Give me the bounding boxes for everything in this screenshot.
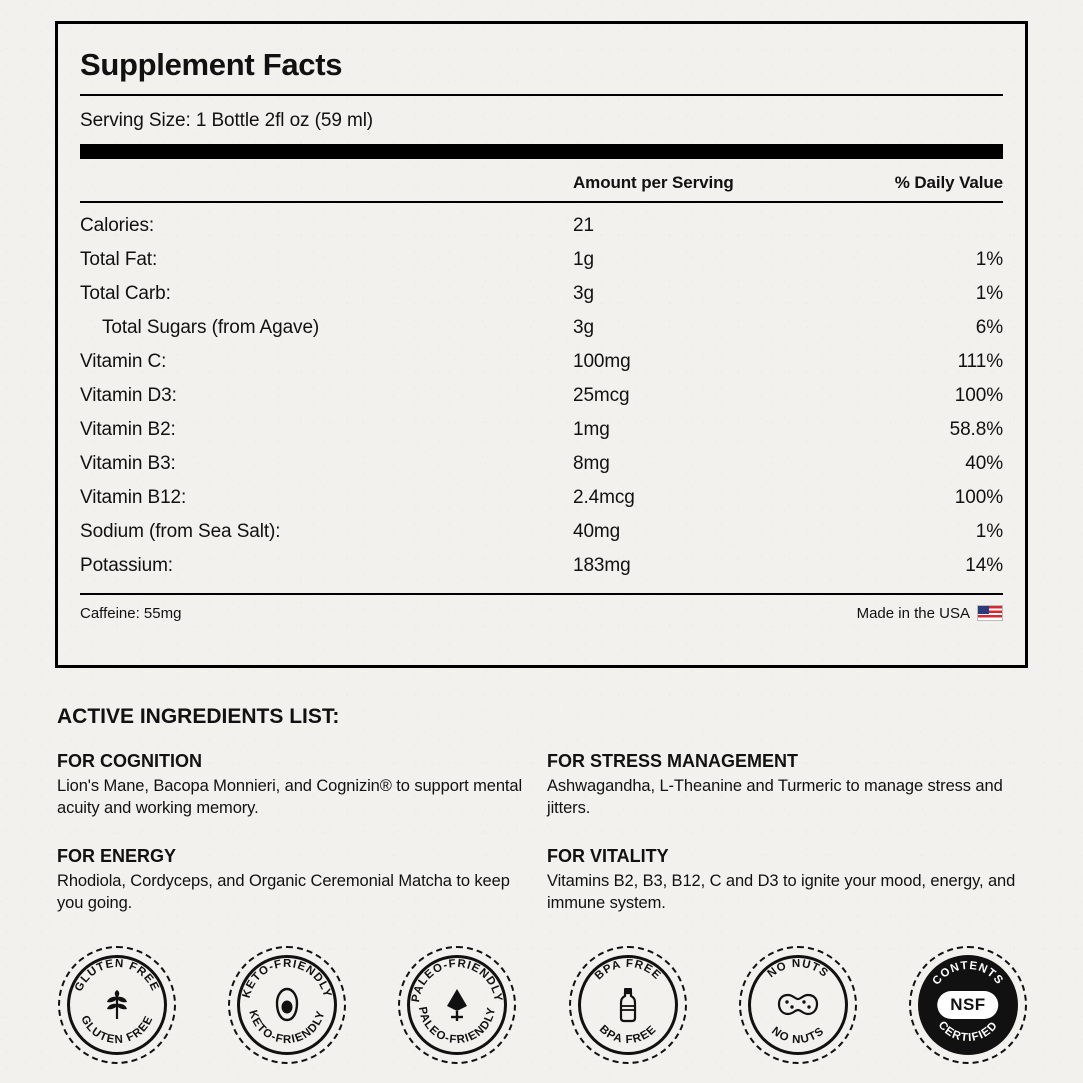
- row-label: Vitamin B12:: [80, 487, 187, 509]
- table-row: [80, 243, 1003, 277]
- badge-bpa-free: [566, 943, 690, 1067]
- supplement-facts-panel: [55, 21, 1028, 668]
- ingredients-grid: [57, 751, 1032, 915]
- serving-size-text: Serving Size: 1 Bottle 2fl oz (59 ml): [80, 110, 374, 132]
- arrowhead-icon: [395, 943, 519, 1067]
- row-amount: 40mg: [573, 521, 621, 543]
- badge-top-label: NO NUTS: [765, 957, 831, 981]
- row-label: Total Fat:: [80, 249, 158, 271]
- avocado-icon: [225, 943, 349, 1067]
- nsf-icon: NSF: [937, 991, 999, 1019]
- svg-text:CONTENTS: [930, 960, 1005, 988]
- column-header-amount: Amount per Serving: [573, 173, 734, 193]
- row-label: Sodium (from Sea Salt):: [80, 521, 281, 543]
- badge-bottom-label: PALEO-FRIENDLY: [416, 1005, 499, 1047]
- row-daily-value: 100%: [954, 385, 1003, 407]
- panel-footer: [80, 595, 1003, 622]
- column-header-nutrient: [80, 159, 573, 202]
- row-daily-value: 1%: [975, 249, 1003, 271]
- row-amount: 3g: [573, 317, 594, 339]
- nutrition-table-body: [80, 202, 1003, 583]
- badge-bottom-label: NO NUTS: [768, 1025, 827, 1047]
- made-in-usa: [857, 605, 1003, 622]
- badge-no-nuts: [736, 943, 860, 1067]
- ingredient-block-title: FOR ENERGY: [57, 845, 177, 866]
- row-label: Vitamin B2:: [80, 419, 176, 441]
- nutrition-table: [80, 159, 1003, 583]
- svg-text:CERTIFIED: [935, 1019, 1000, 1044]
- ingredient-block-stress-management: [547, 751, 1032, 820]
- certification-badges: [55, 943, 1030, 1067]
- row-label: Vitamin C:: [80, 351, 167, 373]
- row-daily-value: 100%: [954, 487, 1003, 509]
- row-daily-value: 6%: [975, 317, 1003, 339]
- ingredient-block-body: Vitamins B2, B3, B12, C and D3 to ignite your mood, energy, and immune system.: [547, 871, 1016, 912]
- row-amount: 1g: [573, 249, 594, 271]
- table-row: [80, 277, 1003, 311]
- badge-bottom-label: CERTIFIED: [935, 1019, 1001, 1045]
- bottle-icon: [566, 943, 690, 1067]
- row-daily-value: 1%: [975, 521, 1003, 543]
- table-row: [80, 311, 1003, 345]
- table-row: [80, 413, 1003, 447]
- table-row: [80, 549, 1003, 583]
- table-row: [80, 345, 1003, 379]
- badge-bottom-label: BPA FREE: [596, 1023, 659, 1047]
- ingredient-block-title: FOR VITALITY: [547, 845, 669, 866]
- row-daily-value: 14%: [965, 555, 1003, 577]
- row-amount: 183mg: [573, 555, 631, 577]
- badge-keto-friendly: [225, 943, 349, 1067]
- ingredient-block-energy: [57, 846, 547, 915]
- table-header-row: [80, 159, 1003, 202]
- badge-top-label: CONTENTS: [930, 959, 1006, 988]
- ingredient-block-title: FOR STRESS MANAGEMENT: [547, 751, 799, 771]
- badge-bottom-label: GLUTEN FREE: [78, 1013, 156, 1047]
- column-header-daily-value: % Daily Value: [894, 173, 1003, 193]
- badge-top-label: GLUTEN FREE: [72, 957, 162, 994]
- row-amount: 1mg: [573, 419, 610, 441]
- row-amount: 25mcg: [573, 385, 630, 407]
- ingredient-block-title: FOR COGNITION: [57, 751, 202, 771]
- table-row: [80, 379, 1003, 413]
- ingredient-block-vitality: [547, 846, 1032, 915]
- row-label: Vitamin D3:: [80, 385, 177, 407]
- badge-top-label: KETO-FRIENDLY: [240, 957, 334, 1000]
- badge-gluten-free: [55, 943, 179, 1067]
- badge-nsf-certified: [906, 943, 1030, 1067]
- row-daily-value: 58.8%: [949, 419, 1003, 441]
- thick-divider: [80, 144, 1003, 159]
- ingredient-block-cognition: [57, 751, 547, 820]
- row-amount: 21: [573, 215, 594, 237]
- caffeine-note: Caffeine: 55mg: [80, 605, 182, 623]
- badge-bottom-label: KETO-FRIENDLY: [246, 1008, 328, 1047]
- row-label: Calories:: [80, 215, 155, 237]
- ingredients-heading: ACTIVE INGREDIENTS LIST:: [57, 705, 340, 728]
- table-row: [80, 481, 1003, 515]
- row-amount: 3g: [573, 283, 594, 305]
- made-in-usa-label: Made in the USA: [856, 605, 970, 623]
- row-daily-value: 111%: [957, 351, 1003, 373]
- row-daily-value: [843, 202, 1003, 243]
- row-amount: 100mg: [573, 351, 631, 373]
- badge-top-label: BPA FREE: [592, 957, 663, 983]
- ingredient-block-body: Lion's Mane, Bacopa Monnieri, and Cognizin® to support mental acuity and working memory.: [57, 777, 523, 817]
- row-amount: 8mg: [573, 453, 610, 475]
- ingredient-block-body: Rhodiola, Cordyceps, and Organic Ceremonial Matcha to keep you going.: [57, 871, 510, 912]
- row-daily-value: 1%: [975, 283, 1003, 305]
- badge-paleo-friendly: [395, 943, 519, 1067]
- badge-top-label: PALEO-FRIENDLY: [410, 957, 505, 1004]
- ingredient-block-body: Ashwagandha, L-Theanine and Turmeric to manage stress and jitters.: [547, 777, 1003, 817]
- wheat-icon: [55, 943, 179, 1067]
- row-label: Vitamin B3:: [80, 453, 176, 475]
- row-label: Potassium:: [80, 555, 173, 577]
- peanut-icon: [736, 943, 860, 1067]
- panel-title: Supplement Facts: [80, 47, 343, 82]
- nutrition-table-head: [80, 159, 1003, 202]
- row-daily-value: 40%: [965, 453, 1003, 475]
- title-divider: [80, 94, 1003, 96]
- row-label: Total Sugars (from Agave): [102, 317, 320, 339]
- active-ingredients-section: [57, 705, 1032, 915]
- row-amount: 2.4mcg: [573, 487, 635, 509]
- row-label: Total Carb:: [80, 283, 171, 305]
- table-row: [80, 202, 1003, 243]
- table-row: [80, 515, 1003, 549]
- table-row: [80, 447, 1003, 481]
- usa-flag-icon: [977, 605, 1003, 621]
